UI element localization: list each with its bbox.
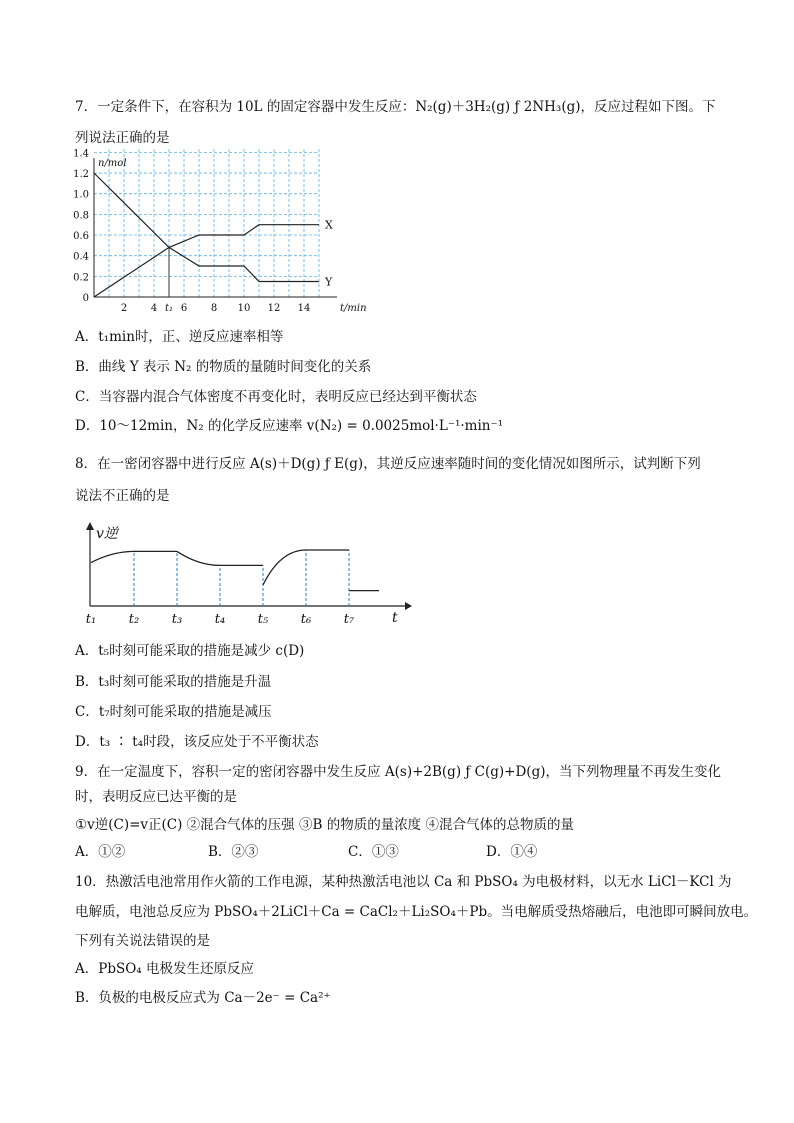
x-axis-arrow (405, 602, 412, 610)
x-tick-label: 6 (180, 303, 188, 314)
x-tick-label: 12 (267, 303, 281, 314)
y-tick-label: 1.0 (73, 189, 89, 201)
y-tick-label: 1.4 (73, 148, 89, 160)
y-axis-label: n/mol (98, 158, 127, 169)
x-tick-label: 4 (150, 303, 158, 314)
q8-option-d: D．t₃ ∶ t₄时段，该反应处于不平衡状态 (75, 734, 319, 750)
x-tick-label: t₃ (171, 612, 183, 627)
x-tick-label: t₅ (257, 612, 269, 627)
x-tick-label: t₁ (85, 612, 97, 627)
x-tick-label: t₇ (343, 612, 355, 627)
q10-stem-line3: 下列有关说法错误的是 (75, 933, 210, 949)
q7-option-a: A．t₁min时，正、逆反应速率相等 (75, 329, 284, 345)
y-axis-arrow (86, 522, 94, 530)
x-tick-label: t₁ (164, 303, 174, 314)
x-tick-label: 14 (297, 303, 311, 314)
q7-option-d: D．10～12min，N₂ 的化学反应速率 v(N₂) = 0.0025mol·L⁻¹·min⁻¹ (75, 418, 503, 434)
q10-stem-line2: 电解质，电池总反应为 PbSO₄＋2LiCl＋Ca = CaCl₂＋Li₂SO₄＋Pb。当电解质受热熔融后，电池即可瞬间放电。 (75, 904, 758, 920)
q7-graph (68, 148, 367, 322)
q8-option-a: A．t₅时刻可能采取的措施是减少 c(D) (75, 643, 305, 659)
series-X-line (94, 225, 319, 297)
x-tick-label: t₄ (214, 612, 226, 627)
q9-conditions: ①v逆(C)=v正(C) ②混合气体的压强 ③B 的物质的量浓度 ④混合气体的总物质的量 (75, 817, 574, 833)
series-Y-line (94, 173, 319, 282)
q10-option-b: B．负极的电极反应式为 Ca－2e⁻ = Ca²⁺ (75, 990, 331, 1006)
q9-option-a: A．①② (75, 844, 126, 860)
q10-option-a: A．PbSO₄ 电极发生还原反应 (75, 961, 254, 977)
y-tick-label: 0.6 (73, 231, 89, 243)
x-axis-label: t (392, 610, 398, 626)
x-axis-label: t/min (340, 303, 367, 314)
x-tick-label: 2 (120, 303, 128, 314)
q10-stem-line1: 10．热激活电池常用作火箭的工作电源，某种热激活电池以 Ca 和 PbSO₄ 为电极材料，以无水 LiCl－KCl 为 (75, 874, 732, 890)
q9-option-b: B．②③ (208, 844, 259, 860)
q8-option-c: C．t₇时刻可能采取的措施是减压 (75, 704, 272, 720)
q8-graph (70, 518, 420, 630)
q8-stem-line2: 说法不正确的是 (75, 488, 170, 504)
q8-option-b: B．t₃时刻可能采取的措施是升温 (75, 674, 272, 690)
q7-stem-line2: 列说法正确的是 (75, 130, 170, 146)
y-tick-label: 0.8 (73, 210, 89, 222)
y-axis-label: v逆 (96, 526, 118, 542)
q9-stem-line1: 9．在一定温度下，容积一定的密闭容器中发生反应 A(s)+2B(g) ƒ C(g)+D(g)，当下列物理量不再发生变化 (75, 764, 721, 780)
x-tick-label: 10 (237, 303, 251, 314)
series-X-label: X (325, 218, 333, 232)
q9-option-c: C．①③ (348, 844, 399, 860)
x-tick-label: t₆ (300, 612, 312, 627)
x-tick-label: 8 (210, 303, 218, 314)
q7-option-b: B．曲线 Y 表示 N₂ 的物质的量随时间变化的关系 (75, 359, 372, 375)
y-tick-label: 0.4 (73, 251, 89, 263)
y-tick-label: 0.2 (73, 272, 89, 284)
series-Y-label: Y (325, 275, 333, 289)
v-reverse-curve (177, 551, 263, 565)
q7-option-c: C．当容器内混合气体密度不再变化时，表明反应已经达到平衡状态 (75, 389, 477, 405)
q8-stem-line1: 8．在一密闭容器中进行反应 A(s)＋D(g) ƒ E(g)，其逆反应速率随时间的变化情况如图所示，试判断下列 (75, 456, 701, 472)
x-tick-label: t₂ (128, 612, 140, 627)
q9-option-d: D．①④ (486, 844, 538, 860)
q7-stem-line1: 7．一定条件下，在容积为 10L 的固定容器中发生反应：N₂(g)＋3H₂(g) ƒ 2NH₃(g)，反应过程如下图。下 (75, 99, 716, 115)
y-tick-label: 0 (82, 293, 89, 304)
q9-stem-line2: 时，表明反应已达平衡的是 (75, 789, 237, 805)
y-tick-label: 1.2 (73, 169, 89, 181)
